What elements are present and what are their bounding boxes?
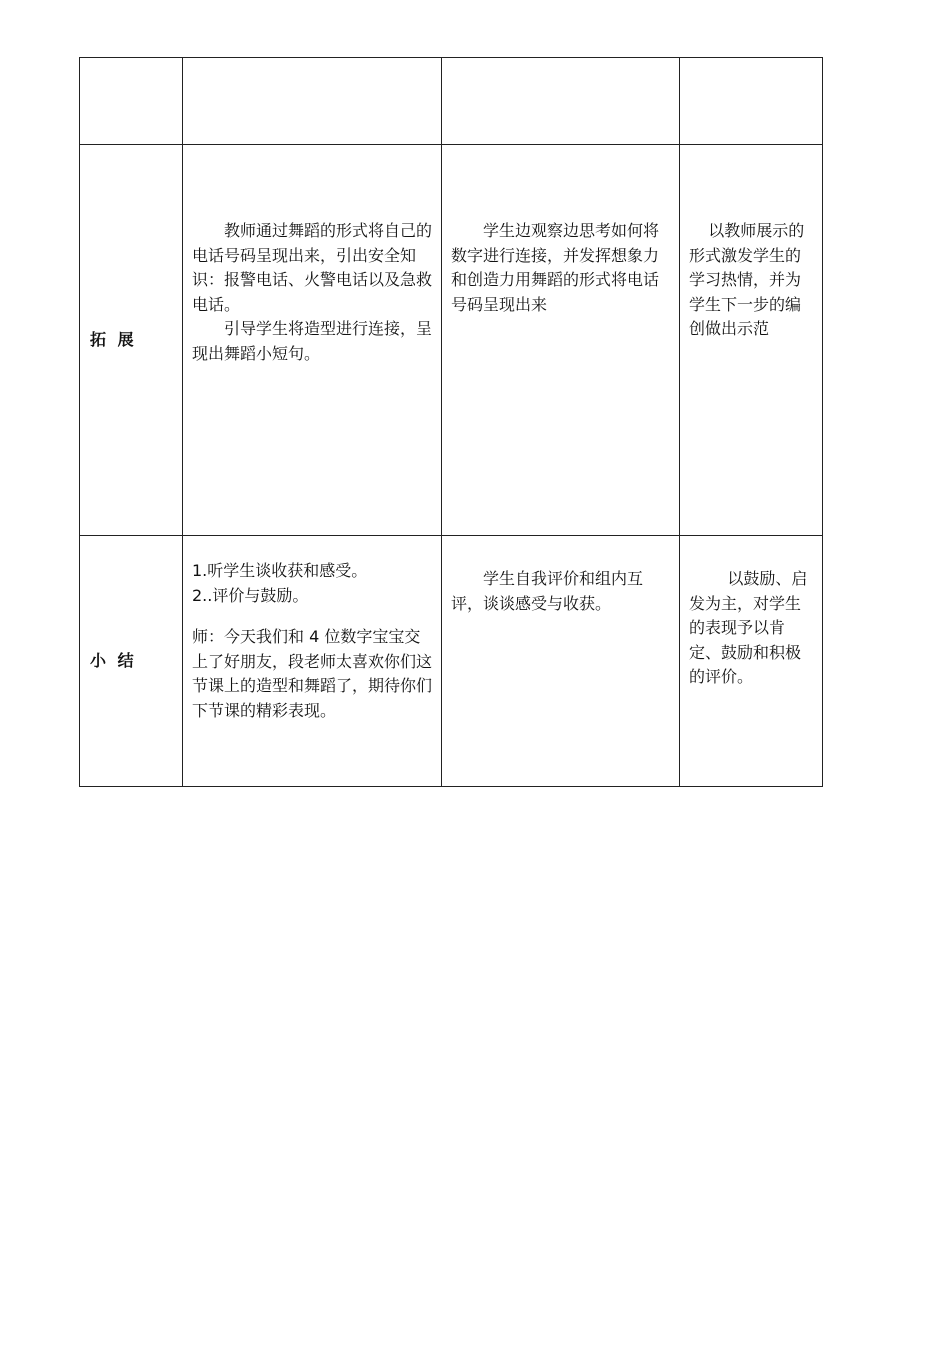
table-row-extension [80, 145, 823, 536]
stage-label-extension: 拓 展 [80, 145, 183, 536]
table-row-summary [80, 536, 823, 787]
table-row-empty [80, 58, 823, 145]
student-activity-summary [442, 536, 680, 787]
teacher-activity-extension [183, 145, 442, 536]
teacher-activity-cell [183, 58, 442, 145]
teacher-paragraph: 1.听学生谈收获和感受。 [192, 561, 368, 580]
teacher-paragraph: 引导学生将造型进行连接，呈现出舞蹈小短句。 [192, 319, 433, 363]
teacher-paragraph: 教师通过舞蹈的形式将自己的电话号码呈现出来，引出安全知识：报警电话、火警电话以及急救电话。 [192, 221, 433, 314]
stage-label-cell [80, 58, 183, 145]
teacher-activity-summary [183, 536, 442, 787]
design-intent-extension [680, 145, 823, 536]
intent-paragraph: 以鼓励、启发为主，对学生的表现予以肯定、鼓励和积极的评价。 [689, 569, 808, 686]
intent-paragraph: 以教师展示的形式激发学生的学习热情，并为学生下一步的编创做出示范 [689, 221, 805, 338]
design-intent-cell [680, 58, 823, 145]
teacher-paragraph: 2..评价与鼓励。 [192, 585, 309, 605]
stage-label-summary: 小 结 [80, 536, 183, 787]
teacher-paragraph: 师：今天我们和 4 位数字宝宝交上了好朋友，段老师太喜欢你们这节课上的造型和舞蹈了，期待你们下节课的精彩表现。 [192, 627, 433, 720]
student-paragraph: 学生边观察边思考如何将数字进行连接，并发挥想象力和创造力用舞蹈的形式将电话号码呈现出来 [451, 221, 660, 314]
student-paragraph: 学生自我评价和组内互评，谈谈感受与收获。 [451, 569, 644, 613]
student-activity-extension [442, 145, 680, 536]
design-intent-summary [680, 536, 823, 787]
student-activity-cell [442, 58, 680, 145]
lesson-plan-table [79, 57, 823, 787]
